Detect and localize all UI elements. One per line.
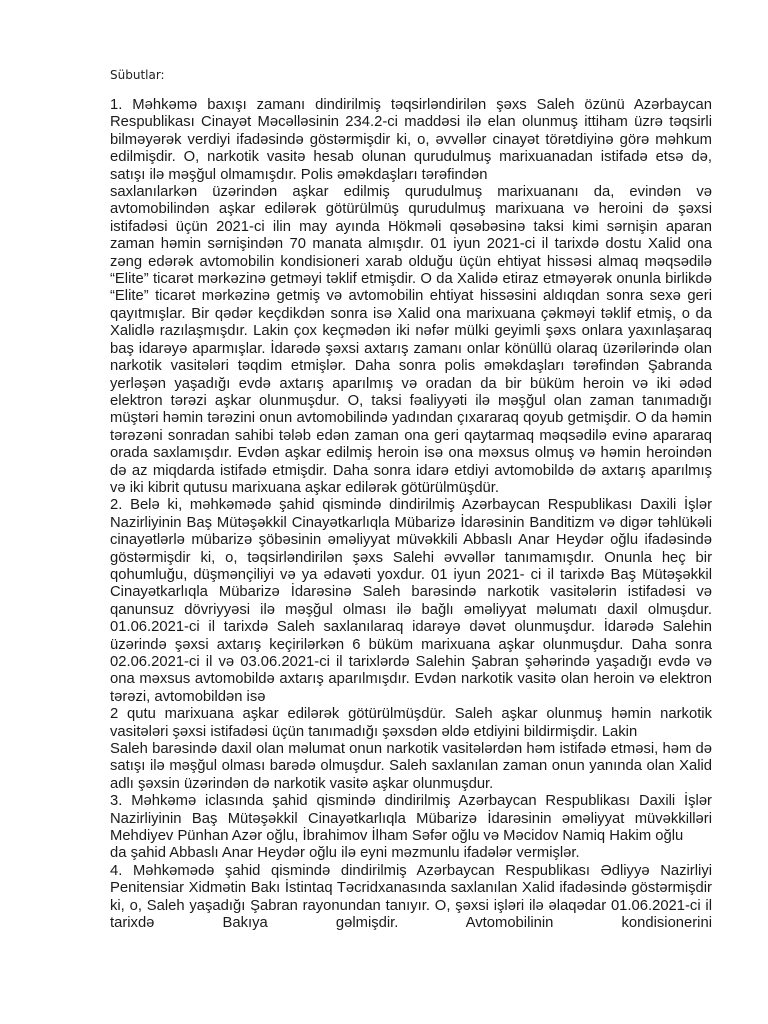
document-body: [110, 97, 712, 933]
paragraph-3: 3. Məhkəmə iclasında şahid qismində dindirilmiş Azərbaycan Respublikası Daxili İşlər Nazirliyinin Baş Mütəşəkkil Cinayətkarlıqla Mübarizə İdarəsinin əməliyyat müvəkkilləri Mehdiyev Pünhan Azər oğlu, İbrahimov İlham Səfər oğlu və Məcidov Namiq Hakim oğlu: [110, 793, 712, 845]
paragraph-2: 2. Belə ki, məhkəmədə şahid qismində dindirilmiş Azərbaycan Respublikası Daxili İşlər Nazirliyinin Baş Mütəşəkkil Cinayətkarlıqla Mübarizə İdarəsinin Banditizm və digər təhlükəli cinayətlərlə mübarizə şöbəsinin əməliyyat müvəkkili Abbaslı Anar Heydər oğlu ifadəsində göstərmişdir ki, o, təqsirləndirilən şəxs Salehi əvvəllər tanımamışdır. Onunla heç bir qohumluğu, düşmənçiliyi və ya ədavəti yoxdur. 01 iyun 2021- ci il tarixdə Baş Mütəşəkkil Cinayətkarlıqla Mübarizə İdarəsinə Saleh barəsində narkotik vasitələrin istifadəsi və qanunsuz dövriyyəsi ilə məşğul olması ilə bağlı əməliyyat məlumatı daxil olmuşdur. 01.06.2021-ci il tarixdə Saleh saxlanılaraq idarəyə dəvət olunmuşdur. İdarədə Salehin üzərində şəxsi axtarış keçirilərkən 6 büküm marixuana aşkar olunmuşdur. Daha sonra 02.06.2021-ci il və 03.06.2021-ci il tarixlərdə Salehin Şabran şəhərində yaşadığı evdə və ona məxsus avtomobildə axtarış aparılmışdır. Evdən narkotik vasitə olan heroin və elektron tərəzi, avtomobildən isə: [110, 497, 712, 705]
paragraph-4: 4. Məhkəmədə şahid qismində dindirilmiş Azərbaycan Respublikası Ədliyyə Nazirliyi Penitensiar Xidmətin Bakı İstintaq Təcridxanasında saxlanılan Xalid ifadəsində göstərmişdir ki, o, Saleh yaşadığı Şabran rayonundan tanıyır. O, şəxsi işləri ilə əlaqədar 01.06.2021-ci il tarixdə Bakıya gəlmişdir. Avtomobilinin kondisionerini: [110, 862, 712, 932]
paragraph-1: 1. Məhkəmə baxışı zamanı dindirilmiş təqsirləndirilən şəxs Saleh özünü Azərbaycan Respublikası Cinayət Məcəlləsinin 234.2-ci maddəsi ilə elan olunmuş ittiham üzrə təqsirli bilməyərək verdiyi ifadəsində göstərmişdir ki, o, əvvəllər cinayət törətdiyinə görə məhkum edilmişdir. O, narkotik vasitə hesab olunan qurudulmuş marixuanadan istifadə etsə də, satışı ilə məşğul olmamışdır. Polis əməkdaşları tərəfindən: [110, 97, 712, 183]
section-heading: Sübutlar:: [110, 68, 165, 82]
paragraph-3-continuation: da şahid Abbaslı Anar Heydər oğlu ilə eyni məzmunlu ifadələr vermişlər.: [110, 845, 580, 862]
paragraph-1-continuation: saxlanılarkən üzərindən aşkar edilmiş qurudulmuş marixuananı da, evindən və avtomobilindən aşkar edilərək götürülmüş qurudulmuş marixuana və heroini də şəxsi istifadəsi üçün 2021-ci ilin may ayında Hökməli qəsəbəsinə taksi kimi sərnişin aparan zaman həmin sərnişindən 70 manata almışdır. 01 iyun 2021-ci il tarixdə dostu Xalid ona zəng edərək avtomobilin kondisioneri xarab olduğu üçün ehtiyat hissəsi almaq məqsədilə “Elite” ticarət mərkəzinə getməyi təklif etmişdir. O da Xalidə etiraz etməyərək onunla birlikdə “Elite” ticarət mərkəzinə getmiş və avtomobilin ehtiyat hissəsini aldıqdan sonra sexə geri qayıtmışlar. Bir qədər keçdikdən sonra isə Xalid ona marixuana çəkməyi təklif etmiş, o da Xalidlə razılaşmışdır. Lakin çox keçmədən iki nəfər mülki geyimli şəxs onlara yaxınlaşaraq baş idarəyə aparmışlar. İdarədə şəxsi axtarış zamanı onlar könüllü olaraq üzərilərində olan narkotik vasitələri təqdim etmişlər. Daha sonra polis əməkdaşları tərəfindən Şabranda yerləşən yaşadığı evdə axtarış aparılmış və oradan da bir büküm heroin və iki ədəd elektron tərəzi aşkar olunmuşdur. O, taksi fəaliyyəti ilə məşğul olan zaman tanımadığı müştəri həmin tərəzini onun avtomobilində yadından çıxararaq qoyub getmişdir. O da həmin tərəzəni sonradan sahibi tələb edən zaman ona geri qaytarmaq məqsədilə evinə apararaq orada saxlamışdır. Evdən aşkar edilmiş heroin isə ona məxsus olmuş və həmin heroindən də az miqdarda istifadə etmişdir. Daha sonra idarə etdiyi avtomobildə də axtarış aparılmış və iki kibrit qutusu marixuana aşkar edilərək götürülmüşdür.: [110, 184, 712, 496]
paragraph-2-continuation-a: 2 qutu marixuana aşkar edilərək götürülmüşdür. Saleh aşkar olunmuş həmin narkotik vasitələri şəxsi istifadəsi üçün tanımadığı şəxsdən əldə etdiyini bildirmişdir. Lakin: [110, 706, 712, 740]
paragraph-2-continuation-b: Saleh barəsində daxil olan məlumat onun narkotik vasitələrdən həm istifadə etməsi, həm də satışı ilə məşğul olması barədə olmuşdur. Saleh saxlanılan zaman onun yanında olan Xalid adlı şəxsin üzərindən də narkotik vasitə aşkar olunmuşdur.: [110, 741, 712, 792]
